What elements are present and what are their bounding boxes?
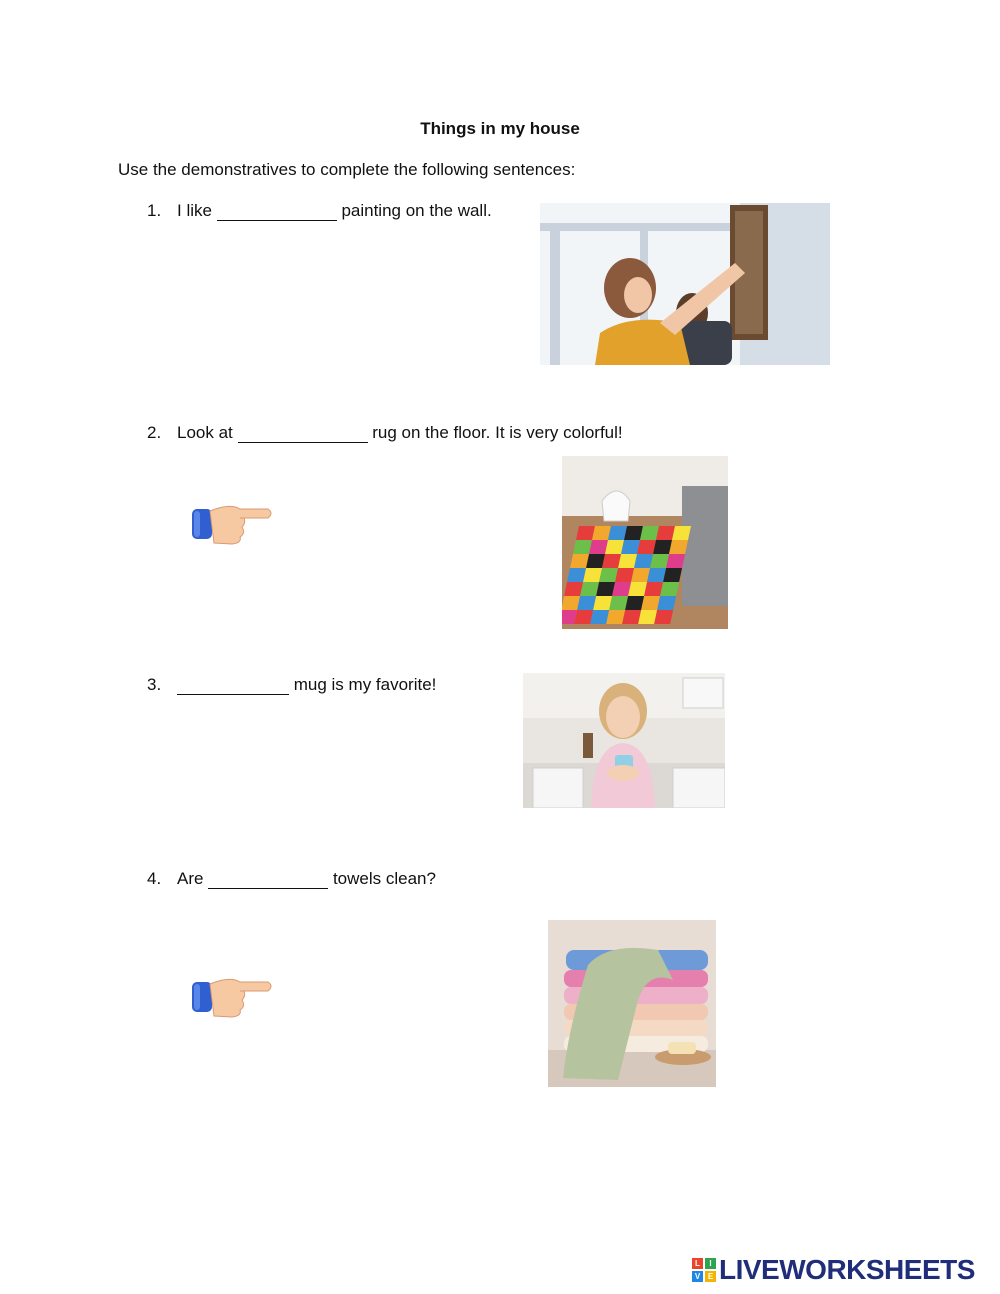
instructions: Use the demonstratives to complete the following sentences: (118, 160, 576, 179)
colorful-rug-photo (562, 456, 728, 629)
girl-holding-mug-photo (523, 673, 725, 808)
couple-hanging-painting-photo (540, 203, 830, 365)
question-text-after: mug is my favorite! (293, 675, 437, 694)
question-3 (147, 675, 436, 695)
liveworksheets-logo (692, 1255, 975, 1285)
answer-blank-2[interactable] (238, 426, 368, 443)
logo-cell: I (705, 1258, 716, 1269)
logo-cell: V (692, 1271, 703, 1282)
stacked-towels-photo (548, 920, 716, 1087)
answer-blank-1[interactable] (217, 204, 337, 221)
question-text-before: I like (177, 201, 212, 220)
question-text-after: painting on the wall. (341, 201, 492, 220)
question-text-after: rug on the floor. It is very colorful! (372, 423, 623, 442)
logo-cell: E (705, 1271, 716, 1282)
logo-grid-icon (692, 1258, 716, 1282)
question-text-before: Look at (177, 423, 233, 442)
question-1 (147, 201, 492, 221)
question-number: 3. (147, 675, 162, 694)
question-number: 1. (147, 201, 162, 220)
worksheet-title: Things in my house (420, 119, 580, 138)
question-number: 2. (147, 423, 162, 442)
question-2 (147, 423, 623, 443)
question-text-before: Are (177, 869, 204, 888)
question-text-after: towels clean? (332, 869, 436, 888)
pointing-hand-icon (190, 970, 274, 1022)
question-number: 4. (147, 869, 162, 888)
question-4 (147, 869, 436, 889)
pointing-hand-icon (190, 497, 274, 549)
logo-cell: L (692, 1258, 703, 1269)
logo-text: LIVEWORKSHEETS (719, 1254, 975, 1285)
answer-blank-4[interactable] (208, 872, 328, 889)
answer-blank-3[interactable] (177, 678, 289, 695)
